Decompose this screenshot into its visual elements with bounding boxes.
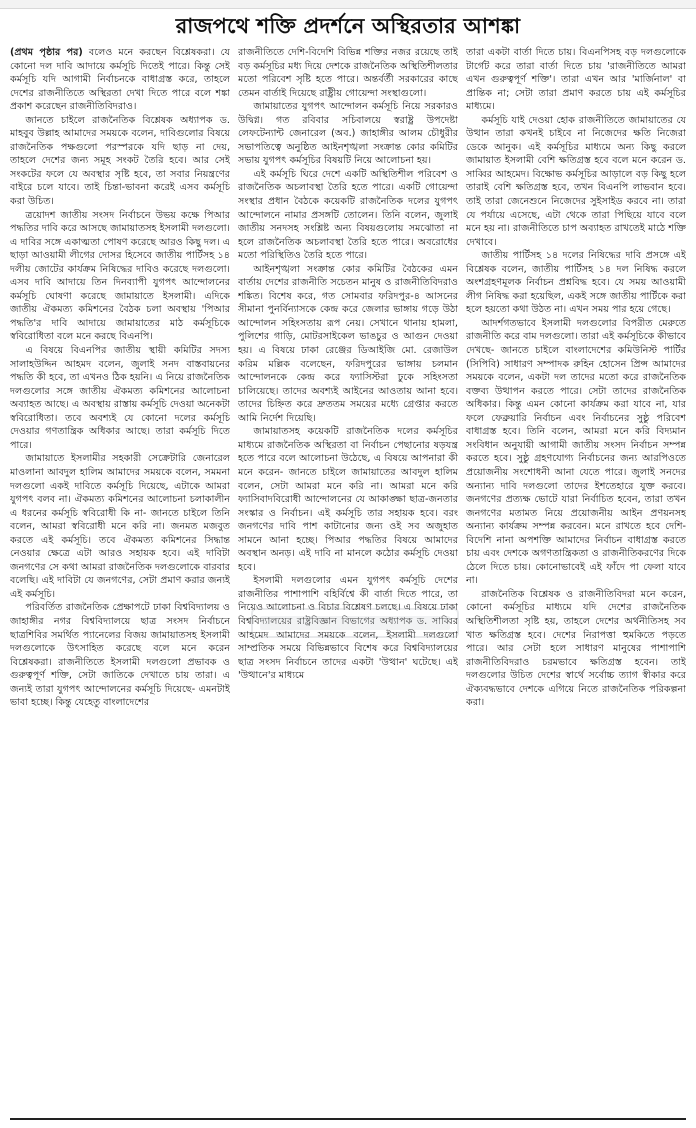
paragraph: আইনশৃঙ্খলা সংক্রান্ত কোর কমিটির বৈঠকের এমন বার্তায় দেশের রাজনীতি সচেতন মানুষ ও রাজনীতিবিদরাও শঙ্কিত। বিশেষ করে, গত সোমবার ফরিদপুর-৪ আসনের সীমানা পুনর্বিন্যাসকে কেন্দ্র করে জেলার ভাঙ্গায় গড়ে উঠা আন্দোলন সহিংসতায় রূপ নেয়। সেখানে থানায় হামলা, পুলিশের গাড়ি, মোটরসাইকেল ভাঙচুর ও আগুন দেওয়া হয়। এ বিষয়ে ঢাকা রেঞ্জের ডিআইজি মো. রেজাউল করিম মল্লিক বলেছেন, ফরিদপুরের ভাঙ্গায় চলমান আন্দোলনকে কেন্দ্র করে ফ্যাসিস্টরা ঢুকে সহিংসতা চালিয়েছে। তাদের অবশ্যই আইনের আওতায় আনা হবে। তাদের চিহ্নিত করে দ্রুততম সময়ের মধ্যে গ্রেপ্তার করতে আমি নির্দেশ দিয়েছি। — [238, 263, 458, 424]
headline: রাজপথে শক্তি প্রদর্শনে অস্থিরতার আশঙ্কা — [175, 13, 521, 38]
continuation-marker: (প্রথম পৃষ্ঠার পর) — [10, 47, 83, 58]
paragraph: তারা একটা বার্তা দিতে চায়। বিএনপিসহ বড় দলগুলোকে টার্গেট করে তারা বার্তা দিতে চায় 'রাজনীতিতে আমরা এখন গুরুত্বপূর্ণ শক্তি'। তারা এখন আর 'মার্জিনাল' বা প্রান্তিক না; সেটা তারা প্রমাণ করতে চায় এই কর্মসূচির মাধ্যমে। — [466, 47, 686, 113]
paragraph: জানতে চাইলে রাজনৈতিক বিশ্লেষক অধ্যাপক ড. মাহবুব উল্লাহ আমাদের সময়কে বলেন, দাবিগুলোর বিষয়ে রাজনৈতিক পক্ষগুলো পরস্পরকে যদি ছাড় না দেয়, তাহলে দেশের জন্য সমূহ সংকট তৈরি হবে। আর সেই সংকটের ফলে যে অবস্থার সৃষ্টি হবে, তা সবার নিয়ন্ত্রণের বাইরে চলে যাবে। তাই চিন্তা-ভাবনা করেই এসব কর্মসূচি করা উচিত। — [10, 114, 230, 208]
article-body — [10, 46, 686, 1114]
paragraph: রাজনীতিতে দেশি-বিদেশি বিভিন্ন শক্তির নজর রয়েছে তাই বড় কর্মসূচির মধ্য দিয়ে দেশকে রাজনৈতিক অস্থিতিশীলতার মতো পরিবেশ সৃষ্টি হতে পারে। অন্তর্বর্তী সরকারের কাছে তেমন বার্তাই দিয়েছে রাষ্ট্রীয় গোয়েন্দা সংস্থাগুলো। — [238, 47, 458, 99]
paragraph: এ বিষয়ে বিএনপির জাতীয় স্থায়ী কমিটির সদস্য সালাহউদ্দিন আহমদ বলেন, জুলাই সনদ বাস্তবায়নের পদ্ধতি কী হবে, তা এখনও ঠিক হয়নি। এ নিয়ে রাজনৈতিক দলগুলোর সঙ্গে জাতীয় ঐকমত্য কমিশনের আলোচনা অব্যাহত আছে। এ অবস্থায় রাস্তায় কর্মসূচি দেওয়া অনেকটা স্ববিরোধিতা। তবে অবশ্যই যে কোনো দলের কর্মসূচি দেওয়ার গণতান্ত্রিক অধিকার আছে। তারা কর্মসূচি দিতে পারে। — [10, 345, 230, 451]
article-column-1 — [10, 46, 230, 1114]
paragraph: জাতীয় পার্টিসহ ১৪ দলের নিষিদ্ধের দাবি প্রসঙ্গে এই বিশ্লেষক বলেন, জাতীয় পার্টিসহ ১৪ দল নিষিদ্ধ করলে অংশগ্রহণমূলক নির্বাচন প্রশ্নবিদ্ধ হবে। যে সময় আওয়ামী লীগ নিষিদ্ধ করা হয়েছিল, একই সঙ্গে জাতীয় পার্টিকে করা হলে হয়তো কথা উঠত না। এখন সময় পার হয়ে গেছে। — [466, 250, 686, 316]
paragraph — [10, 46, 230, 114]
article-column-2 — [238, 46, 458, 1114]
paragraph: ইসলামী দলগুলোর এমন যুগপৎ কর্মসূচি দেশের রাজনীতির পাশাপাশি বহির্বিশ্বে কী বার্তা দিতে পারে, তা নিয়েও আলোচনা ও বিচার বিশ্লেষণ চলছে। এ বিষয়ে ঢাকা বিশ্ববিদ্যালয়ের রাষ্ট্রবিজ্ঞান বিভাগের অধ্যাপক ড. সাব্বির আহমেদ আমাদের সময়কে বলেন, ইসলামী দলগুলো সাম্প্রতিক সময়ে বিভিন্নভাবে বিশেষ করে বিশ্ববিদ্যালয়ের ছাত্র সংসদ নির্বাচনে তাদের একটা 'উত্থান' ঘটেছে। এই 'উত্থানে'র মাধ্যমে — [238, 575, 458, 682]
paragraph: ত্রয়োদশ জাতীয় সংসদ নির্বাচনে উভয় কক্ষে পিআর পদ্ধতির দাবি করে আসছে জামায়াতসহ ইসলামী দলগুলো। এ দাবির সঙ্গে একাত্মতা পোষণ করেছে আরও কিছু দল। এ ছাড়া আওয়ামী লীগের দোসর হিসেবে জাতীয় পার্টিসহ ১৪ দলীয় জোটের কার্যক্রম নিষিদ্ধের দাবিও করেছে দলগুলো। এসব দাবি আদায়ে তিন দিনব্যাপী যুগপৎ আন্দোলনের কর্মসূচি ঘোষণা করেছে জামায়াতে ইসলামী। এদিকে জাতীয় ঐকমত্য কমিশনের বৈঠক চলা অবস্থায় 'পিআর পদ্ধতি'র দাবি আদায়ে জামায়াতের মাঠ কর্মসূচিকে স্ববিরোধিতা বলে মনে করছে বিএনপি। — [10, 209, 230, 343]
paragraph-text: বলেও মনে করছেন বিশ্লেষকরা। যে কোনো দল দাবি আদায়ে কর্মসূচি দিতেই পারে। কিন্তু সেই কর্মসূচি যদি আগামী নির্বাচনকে বাধাগ্রস্ত করে, তাহলে দেশের রাজনীতিতে অস্থিরতা দেখা দিতে পারে বলে শঙ্কা প্রকাশ করেছেন রাজনীতিবিদরাও। — [10, 47, 230, 113]
article-column-3 — [466, 46, 686, 1114]
bottom-rule — [10, 1118, 686, 1120]
headline-area — [0, 8, 696, 44]
paragraph: এই কর্মসূচি ঘিরে দেশে একটি অস্থিতিশীল পরিবেশ ও রাজনৈতিক অচলাবস্থা তৈরি হতে পারে। একটি গোয়েন্দা সংস্থার প্রধান বৈঠকে কয়েকটি রাজনৈতিক দলের যুগপৎ আন্দোলনে নামার প্রসঙ্গটি তোলেন। তিনি বলেন, জুলাই জাতীয় সনদসহ সংশ্লিষ্ট অন্য বিষয়গুলোয় সমঝোতা না হলে রাজনৈতিক অচলাবস্থা তৈরি হতে পারে। অবরোধের মতো পরিস্থিতিও তৈরি হতে পারে। — [238, 168, 458, 262]
paragraph: পরিবর্তিত রাজনৈতিক প্রেক্ষাপটে ঢাকা বিশ্ববিদ্যালয় ও জাহাঙ্গীর নগর বিশ্ববিদ্যালয়ে ছাত্র সংসদ নির্বাচনে ছাত্রশিবির সমর্থিত প্যানেলের বিজয় জামায়াতসহ ইসলামী দলগুলোকে উৎসাহিত করেছে বলে মনে করেন বিশ্লেষকরা। রাজনীতিতে ইসলামী দলগুলো প্রভাবক ও গুরুত্বপূর্ণ শক্তি, সেটা জাতিকে দেখাতে চায় তারা। এ জন্যই তারা যুগপৎ আন্দোলনের কর্মসূচি দিয়েছে- এমনটাই ভাবা হচ্ছে। কিন্তু যেহেতু বাংলাদেশের — [10, 602, 230, 709]
paragraph: জামায়াতসহ কয়েকটি রাজনৈতিক দলের কর্মসূচির মাধ্যমে রাজনৈতিক অস্থিরতা বা নির্বাচন পেছানোর ষড়যন্ত্র হতে পারে বলে আলোচনা উঠেছে, এ বিষয়ে আপনারা কী মনে করেন- জানতে চাইলে জামায়াতের আবদুল হালিম বলেন, সেটা আমরা মনে করি না। আমরা মনে করি ফ্যাসিবাদবিরোধী আন্দোলনের যে আকাঙ্ক্ষা ছাত্র-জনতার সংস্কার ও নির্বাচন। এই কর্মসূচি তার সহায়ক হবে। বরং জনগণের দাবি পাশ কাটানোর জন্য ওই সব অজুহাত সামনে আনা হচ্ছে। পিআর পদ্ধতির বিষয়ে আমাদের অবস্থান অনড়। এই দাবি না মানলে কঠোর কর্মসূচি দেওয়া হবে। — [238, 426, 458, 573]
paragraph: জামায়াতের যুগপৎ আন্দোলন কর্মসূচি নিয়ে সরকারও উদ্বিগ্ন। গত রবিবার সচিবালয়ে স্বরাষ্ট্র উপদেষ্টা লেফটেন্যান্ট জেনারেল (অব.) জাহাঙ্গীর আলম চৌধুরীর সভাপতিত্বে অনুষ্ঠিত আইনশৃঙ্খলা সংক্রান্ত কোর কমিটির সভায় যুগপৎ কর্মসূচির বিষয়টি নিয়ে আলোচনা হয়। — [238, 101, 458, 167]
paragraph: কর্মসূচি যাই দেওয়া হোক রাজনীতিতে জামায়াতের যে উত্থান তারা কখনই চাইবে না নিজেদের ক্ষতি নিজেরা ডেকে আনুক। এই কর্মসূচির মাধ্যমে অন্য কিছু করলে জামায়াত ইসলামী বেশি ক্ষতিগ্রস্ত হবে বলে মনে করেন ড. সাব্বির আহমেদ। বিক্ষোভ কর্মসূচির আড়ালে বড় কিছু হলে তারাই বেশি ক্ষতিগ্রস্ত হবে, তখন বিএনপি লাভবান হবে। তাই তারা জেনেশুনে নিজেদের সুইসাইড করবে না। তারা যে পর্যায়ে এসেছে, এটা থেকে তারা পিছিয়ে যাবে বলে মনে হয় না। রাজনীতিতে চাপ অব্যাহত রাখতেই মাঠে শক্তি দেখাবে। — [466, 114, 686, 248]
paragraph: রাজনৈতিক বিশ্লেষক ও রাজনীতিবিদরা মনে করেন, কোনো কর্মসূচির মাধ্যমে যদি দেশের রাজনৈতিক অস্থিতিশীলতা সৃষ্টি হয়, তাহলে দেশের অর্থনীতিসহ সব খাত ক্ষতিগ্রস্ত হবে। দেশের নিরাপত্তা হুমকিতে পড়তে পারে। আর সেটা হলে সাধারণ মানুষের পাশাপাশি রাজনীতিবিদরাও চরমভাবে ক্ষতিগ্রস্ত হবেন। তাই দলগুলোর উচিত দেশের স্বার্থে সর্বোচ্চ ত্যাগ স্বীকার করে ঐক্যবদ্ধভাবে দেশকে এগিয়ে নিতে রাজনৈতিক পরিকল্পনা করা। — [466, 588, 686, 709]
paragraph: জামায়াতে ইসলামীর সহকারী সেক্রেটারি জেনারেল মাওলানা আবদুল হালিম আমাদের সময়কে বলেন, সমমনা দলগুলো একই দাবিতে কর্মসূচি দিয়েছে, এটাকে আমরা যুগপৎ বলব না। ঐকমত্য কমিশনের আলোচনা চলাকালীন এ ধরনের কর্মসূচি স্ববিরোধী কি না- জানতে চাইলে তিনি বলেন, আমরা স্ববিরোধী মনে করি না। জনমত মজবুত করতে এই কর্মসূচি। তবে ঐকমত্য কমিশনের সিদ্ধান্ত নেওয়ার ক্ষেত্রে এটা আরও সহায়ক হবে। এই দাবিটা জনগণের সে কথা আমরা রাজনৈতিক দলগুলোকে বারবার বলেছি। এই দাবিটা যে জনগণের, সেটা প্রমাণ করার জন্যই এই কর্মসূচি। — [10, 453, 230, 600]
paragraph: আদর্শগতভাবে ইসলামী দলগুলোর বিপরীত মেরুতে রাজনীতি করে বাম দলগুলো। তারা এই কর্মসূচিকে কীভাবে দেখছে- জানতে চাইলে বাংলাদেশের কমিউনিস্ট পার্টির (সিপিবি) সাধারণ সম্পাদক রুহিন হোসেন প্রিন্স আমাদের সময়কে বলেন, একটা দল তাদের মতো করে রাজনৈতিক বক্তব্য উত্থাপন করতে পারে। সেটা তাদের রাজনৈতিক অধিকার। কিন্তু এমন কোনো কার্যক্রম করা যাবে না, যার ফলে ফেব্রুয়ারি নির্বাচন এবং নির্বাচনের সুষ্ঠু পরিবেশ বাধাগ্রস্ত হবে। তিনি বলেন, আমরা মনে করি বিদ্যমান সংবিধান অনুযায়ী আগামী জাতীয় সংসদ নির্বাচন সম্পন্ন করতে হবে। সুষ্ঠু গ্রহণযোগ্য নির্বাচনের জন্য আরপিওতে প্রয়োজনীয় সংশোধনী আনা যেতে পারে। জুলাই সনদের অন্যান্য দাবি দলগুলো তাদের ইশতেহারে যুক্ত করবে। জনগণের প্রত্যক্ষ ভোটে যারা নির্বাচিত হবেন, তারা তখন জনগণের মতামত নিয়ে প্রয়োজনীয় আইন প্রণয়নসহ অন্যান্য কার্যক্রম সম্পন্ন করবেন। মনে রাখতে হবে দেশি-বিদেশি নানা অপশক্তি আমাদের নির্বাচন বাধাগ্রস্ত করতে চায় এবং দেশকে অগণতান্ত্রিকতা ও রাজনীতিকরণের দিকে ঠেলে দিতে চায়। কোনোভাবেই এই ফাঁদে পা ফেলা যাবে না। — [466, 317, 686, 587]
